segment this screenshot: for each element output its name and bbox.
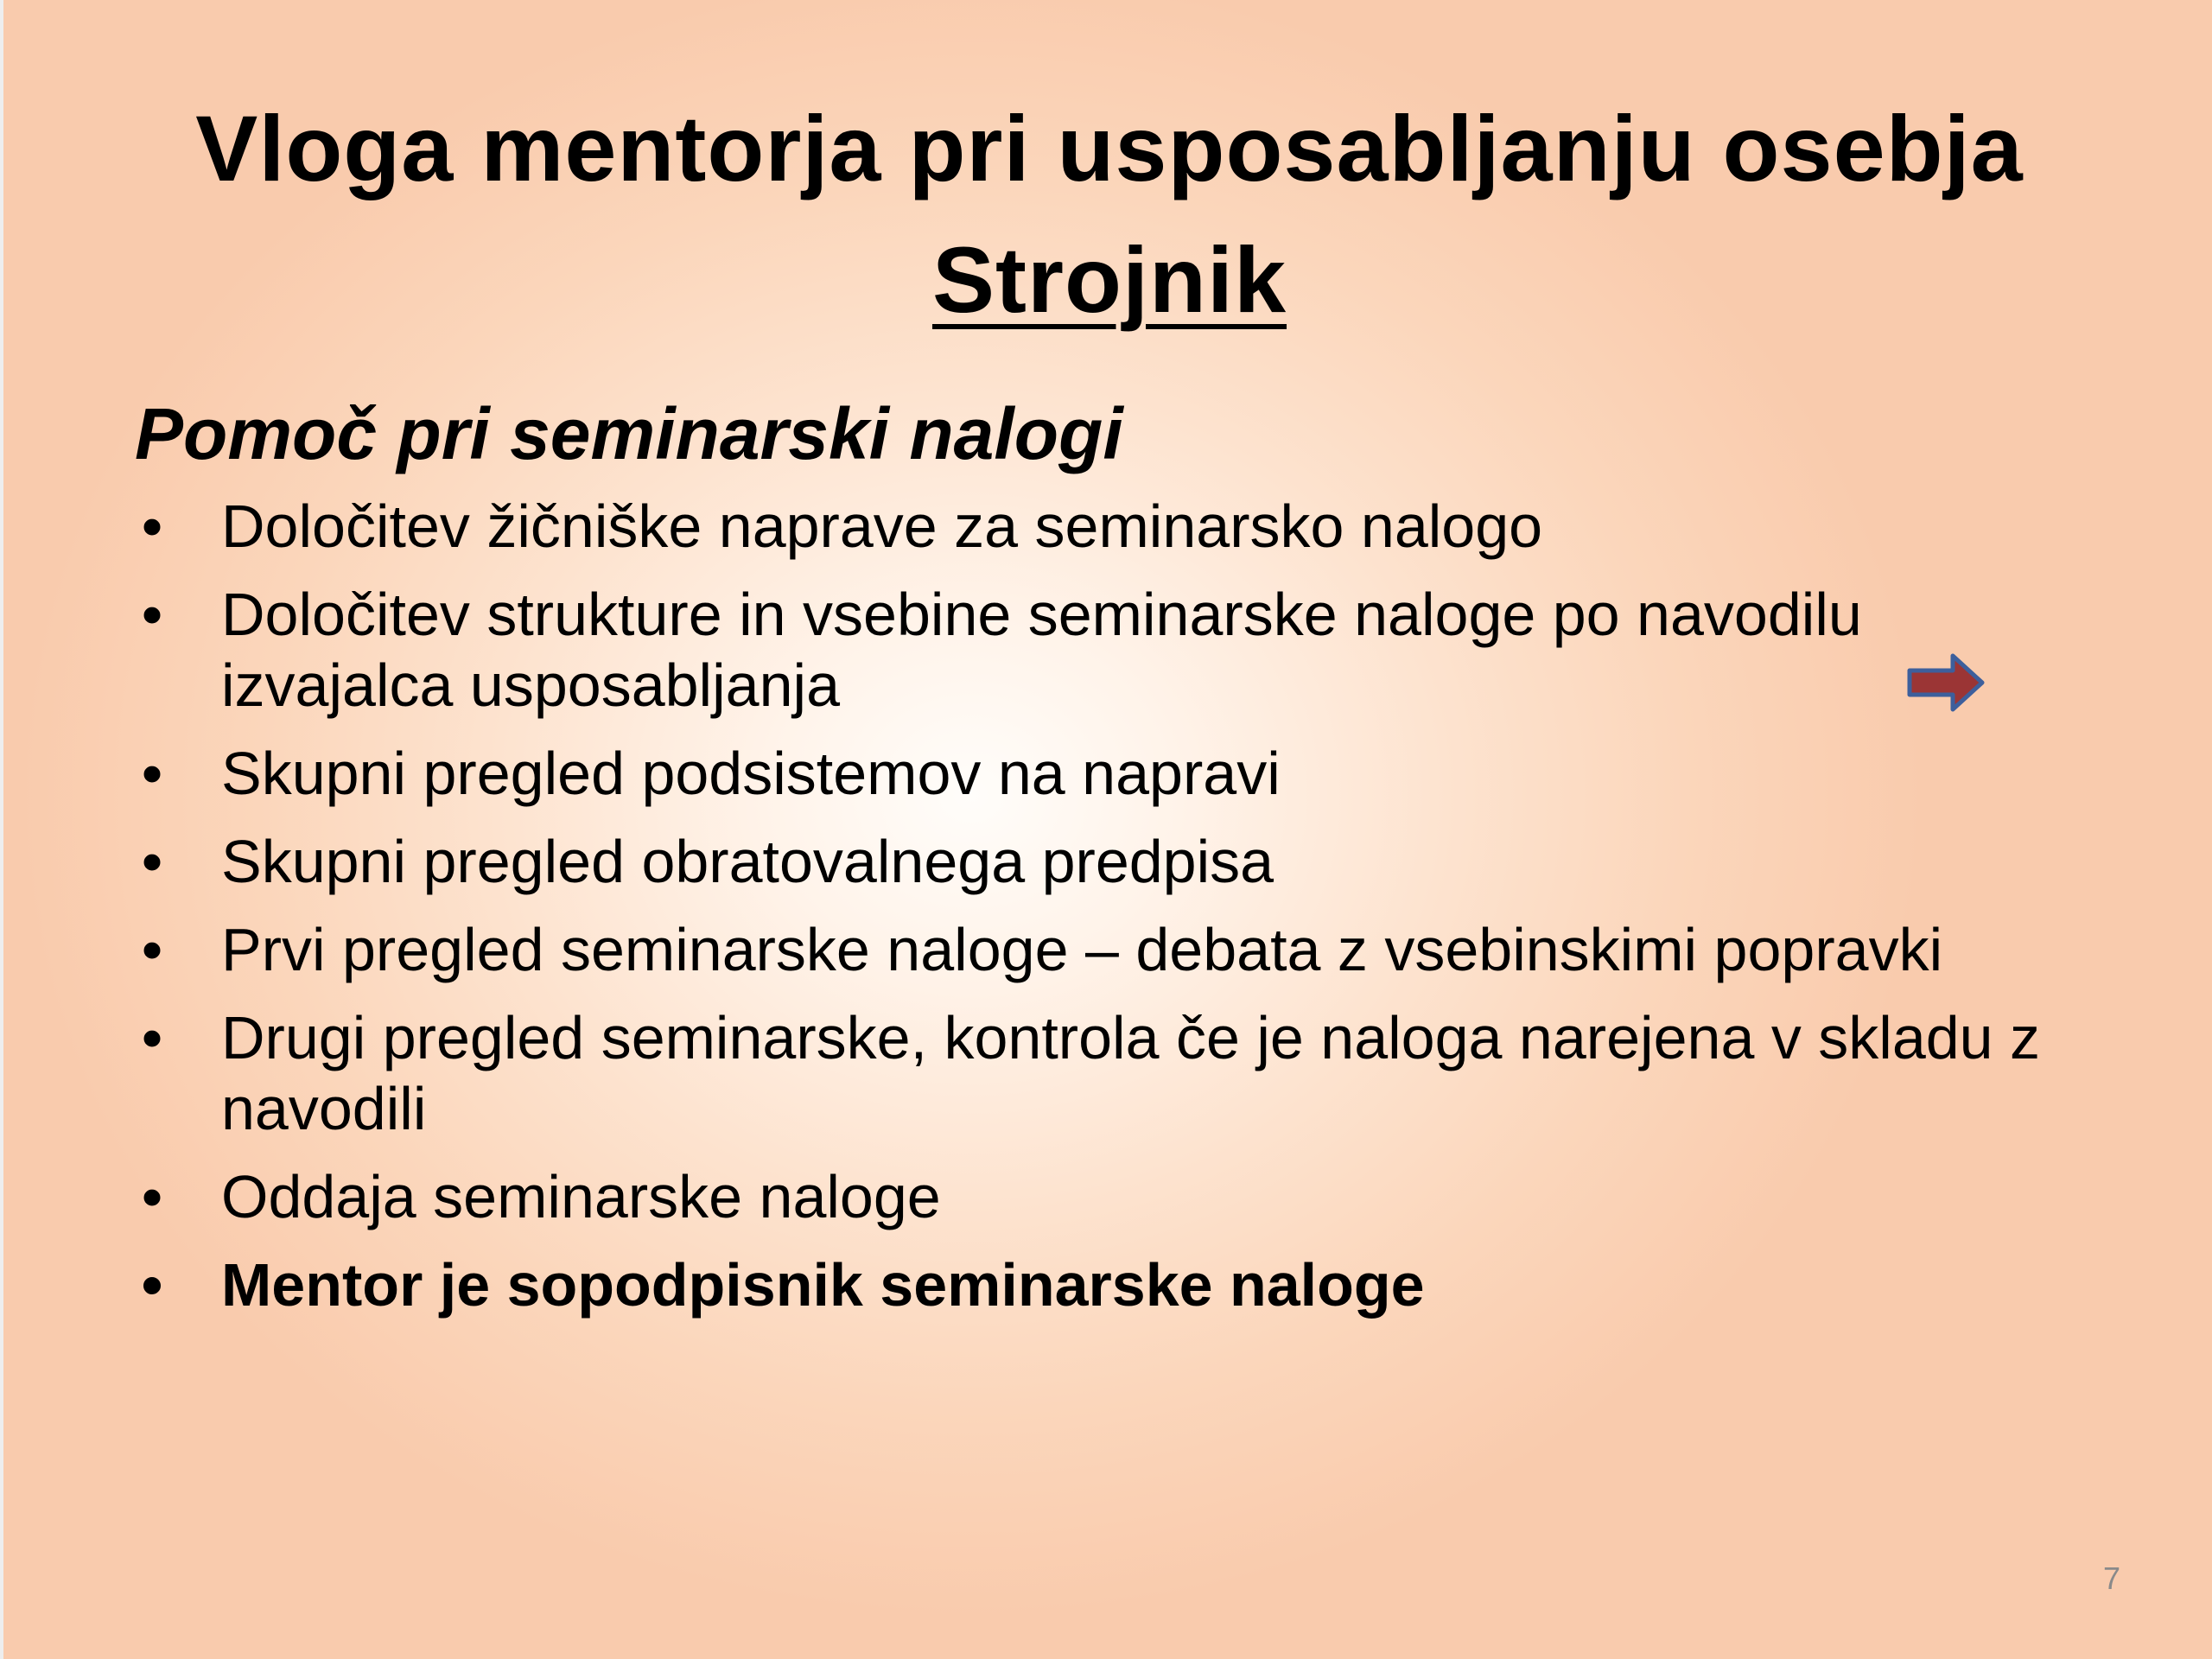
bullet-item — [135, 738, 2079, 809]
section-heading: Pomoč pri seminarski nalogi — [135, 393, 1123, 474]
bullet-item — [135, 914, 2079, 985]
bullet-dot: • — [141, 916, 163, 983]
bullet-dot: • — [141, 493, 163, 560]
slide-title-block — [3, 83, 2212, 346]
bullet-text: Oddaja seminarske naloge — [221, 1163, 941, 1230]
bullet-item — [135, 1161, 2079, 1232]
page-number: 7 — [2102, 1560, 2120, 1596]
bullet-text: Prvi pregled seminarske naloge – debata z vsebinskimi popravki — [221, 916, 1943, 983]
bullet-item-emphasis — [135, 1249, 2079, 1320]
bullet-text: Mentor je sopodpisnik seminarske naloge — [221, 1251, 1425, 1319]
bullet-text: Določitev strukture in vsebine seminarske naloge po navodilu izvajalca usposabljanja — [221, 581, 1862, 719]
right-arrow-icon[interactable] — [1906, 652, 1986, 714]
bullet-dot: • — [141, 828, 163, 895]
bullet-list — [135, 491, 2079, 1338]
bullet-dot: • — [141, 1004, 163, 1071]
bullet-text: Skupni pregled podsistemov na napravi — [221, 740, 1281, 807]
bullet-item — [135, 1002, 2079, 1144]
slide-subtitle: Strojnik — [931, 227, 1287, 332]
bullet-dot: • — [141, 581, 163, 648]
bullet-text: Drugi pregled seminarske, kontrola če je naloga narejena v skladu z navodili — [221, 1004, 2041, 1142]
bullet-dot: • — [141, 1163, 163, 1230]
bullet-item — [135, 826, 2079, 897]
bullet-item — [135, 579, 2079, 721]
right-arrow-shape — [1910, 656, 1982, 709]
bullet-text: Skupni pregled obratovalnega predpisa — [221, 828, 1274, 895]
bullet-dot: • — [141, 1251, 163, 1319]
bullet-dot: • — [141, 740, 163, 807]
bullet-text: Določitev žičniške naprave za seminarsko nalogo — [221, 493, 1543, 560]
bullet-item — [135, 491, 2079, 562]
slide-title: Vloga mentorja pri usposabljanju osebja — [195, 96, 2024, 200]
